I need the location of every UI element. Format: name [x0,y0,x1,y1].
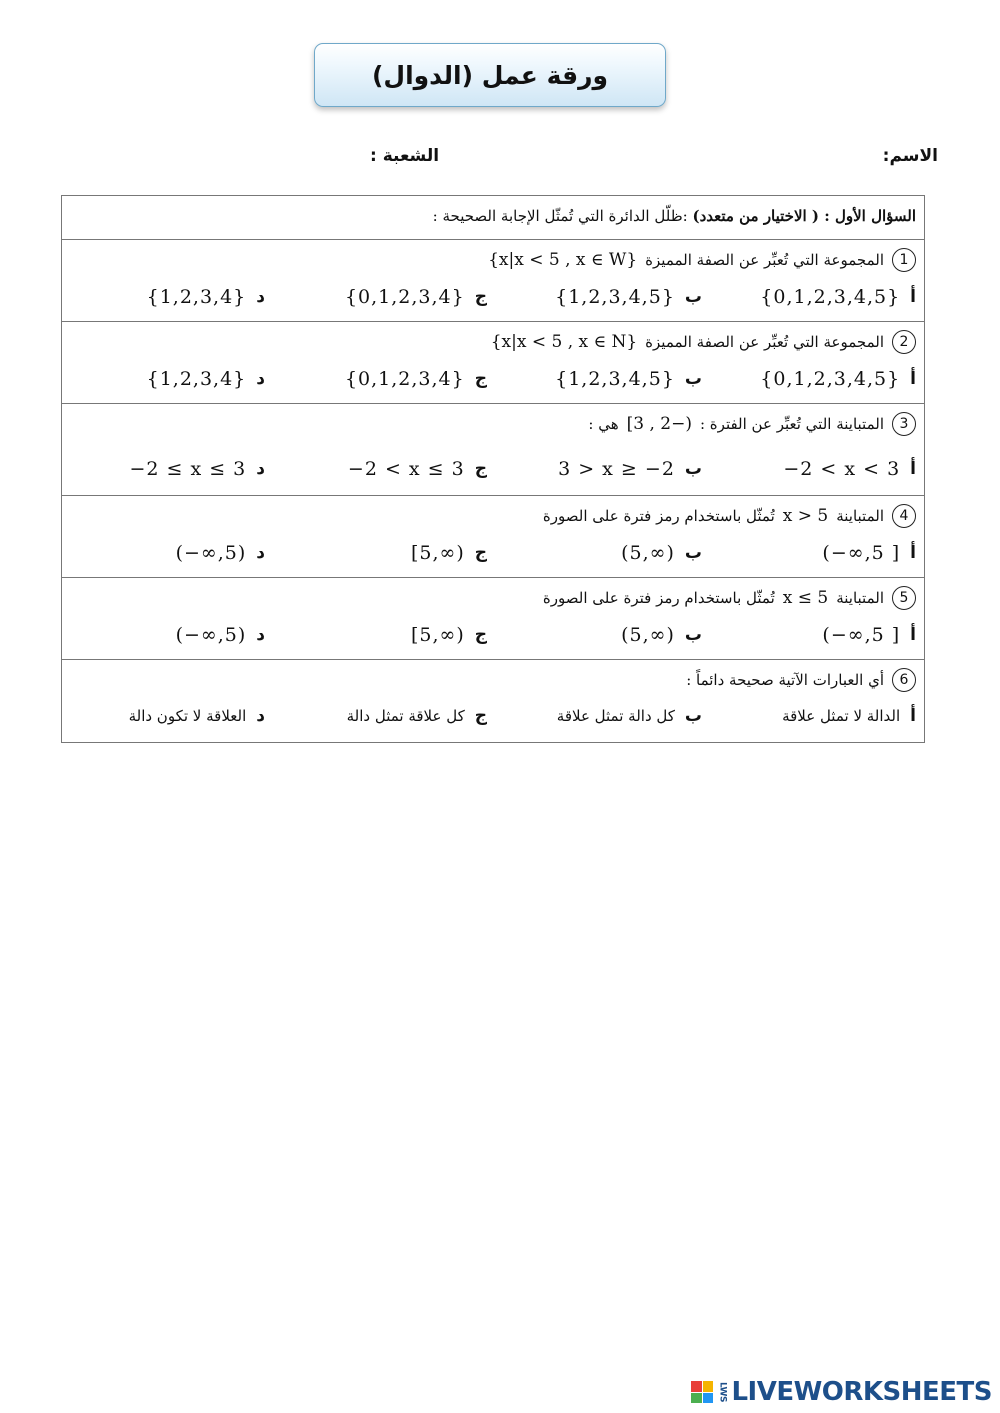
option-value: −2 < x < 3 [783,458,901,480]
question-instruction: :ظلّل الدائرة التي تُمثّل الإجابة الصحيحة : [432,207,688,225]
name-field-label[interactable]: الاسم: [882,146,938,166]
question-row [62,495,924,577]
option-value: {1,2,3,4,5} [555,368,675,390]
liveworksheets-logo [691,1377,992,1407]
option-b[interactable] [621,542,702,564]
question-header-prefix: السؤال الأول : ( الاختيار من متعدد) [692,207,916,225]
question-text-after: تُمثّل باستخدام رمز فترة على الصورة [542,507,775,525]
option-value: (−∞,5) [175,624,247,646]
question-math: {x|x < 5 , x ∈ W} [488,250,638,270]
option-letter: أ [910,459,916,479]
logo-text: LIVEWORKSHEETS [731,1377,992,1407]
option-value: الدالة لا تمثل علاقة [782,707,901,725]
question-number: 2 [892,330,916,354]
question-number: 5 [892,586,916,610]
option-b[interactable] [557,706,702,726]
option-letter: ب [684,287,702,307]
option-value: −2 ≤ x ≤ 3 [129,458,247,480]
option-letter: أ [910,706,916,726]
option-value: {1,2,3,4} [146,286,247,308]
option-value: {0,1,2,3,4} [344,368,465,390]
option-value: {0,1,2,3,4} [344,286,465,308]
option-letter: د [256,369,265,389]
option-value: −2 < x ≤ 3 [347,458,465,480]
option-letter: د [256,625,265,645]
question-text: المجموعة التي تُعبِّر عن الصفة المميزة [645,251,884,269]
option-value: {0,1,2,3,4,5} [760,286,901,308]
question-math: [3 , 2−) [626,414,692,434]
option-b[interactable] [558,458,702,480]
option-value: (5,∞) [621,542,675,564]
option-a[interactable] [782,706,916,726]
option-value: العلاقة لا تكون دالة [128,707,247,725]
question-text: المتباينة [836,507,884,525]
question-number: 4 [892,504,916,528]
worksheet-title: ورقة عمل (الدوال) [314,43,666,107]
option-value: [5,∞) [410,624,465,646]
option-letter: ج [474,459,487,479]
option-a[interactable] [783,458,916,480]
option-letter: ب [684,706,702,726]
option-letter: ج [474,543,487,563]
question-math: x > 5 [782,506,829,526]
option-letter: ج [474,625,487,645]
option-value: {1,2,3,4} [146,368,247,390]
option-c[interactable] [411,624,487,646]
option-letter: ج [474,287,487,307]
option-letter: د [256,543,265,563]
question-table [61,195,925,743]
option-d[interactable] [147,286,265,308]
option-value: 3 > x ≥ −2 [558,458,675,480]
question-number: 1 [892,248,916,272]
option-value: (−∞,5) [175,542,247,564]
option-b[interactable] [555,286,702,308]
option-c[interactable] [345,286,487,308]
question-row [62,321,924,403]
option-d[interactable] [129,458,265,480]
option-d[interactable] [129,706,265,726]
option-value: (5,∞) [621,624,675,646]
question-row [62,239,924,321]
question-text: أي العبارات الآتية صحيحة دائماً : [686,671,884,689]
option-letter: ب [684,625,702,645]
option-letter: د [256,459,265,479]
option-c[interactable] [345,368,487,390]
question-row [62,403,924,495]
question-text: المجموعة التي تُعبِّر عن الصفة المميزة [645,333,884,351]
option-d[interactable] [176,542,265,564]
question-text: المتباينة [836,589,884,607]
option-letter: ب [684,543,702,563]
logo-mark-text: LWS [717,1382,728,1402]
option-letter: د [256,706,265,726]
option-a[interactable] [760,286,916,308]
option-letter: د [256,287,265,307]
question-row [62,577,924,659]
option-value: (−∞,5 ] [822,542,901,564]
option-value: (−∞,5 ] [822,624,901,646]
option-value: [5,∞) [410,542,465,564]
question-row [62,659,924,742]
option-a[interactable] [822,624,916,646]
option-d[interactable] [176,624,265,646]
question-number: 6 [892,668,916,692]
question-math: x ≤ 5 [782,588,829,608]
question-header [433,207,916,225]
question-text-after: هي : [588,415,619,433]
option-letter: أ [910,625,916,645]
question-text-after: تُمثّل باستخدام رمز فترة على الصورة [542,589,775,607]
question-header-row [62,196,924,239]
option-b[interactable] [555,368,702,390]
option-c[interactable] [347,706,487,726]
option-c[interactable] [348,458,487,480]
option-value: {1,2,3,4,5} [555,286,675,308]
option-a[interactable] [760,368,916,390]
option-value: كل دالة تمثل علاقة [556,707,675,725]
option-letter: أ [910,543,916,563]
option-letter: ب [684,459,702,479]
question-number: 3 [892,412,916,436]
question-text: المتباينة التي تُعبِّر عن الفترة : [699,415,884,433]
option-value: كل علاقة تمثل دالة [346,707,465,725]
option-c[interactable] [411,542,487,564]
question-math: {x|x < 5 , x ∈ N} [490,332,638,352]
option-value: {0,1,2,3,4,5} [760,368,901,390]
option-letter: أ [910,369,916,389]
section-field-label[interactable]: الشعبة : [370,146,440,166]
option-d[interactable] [147,368,265,390]
option-letter: ب [684,369,702,389]
option-letter: ج [474,369,487,389]
option-letter: أ [910,287,916,307]
option-letter: ج [474,706,487,726]
option-a[interactable] [822,542,916,564]
logo-mark-icon [691,1381,713,1403]
option-b[interactable] [621,624,702,646]
